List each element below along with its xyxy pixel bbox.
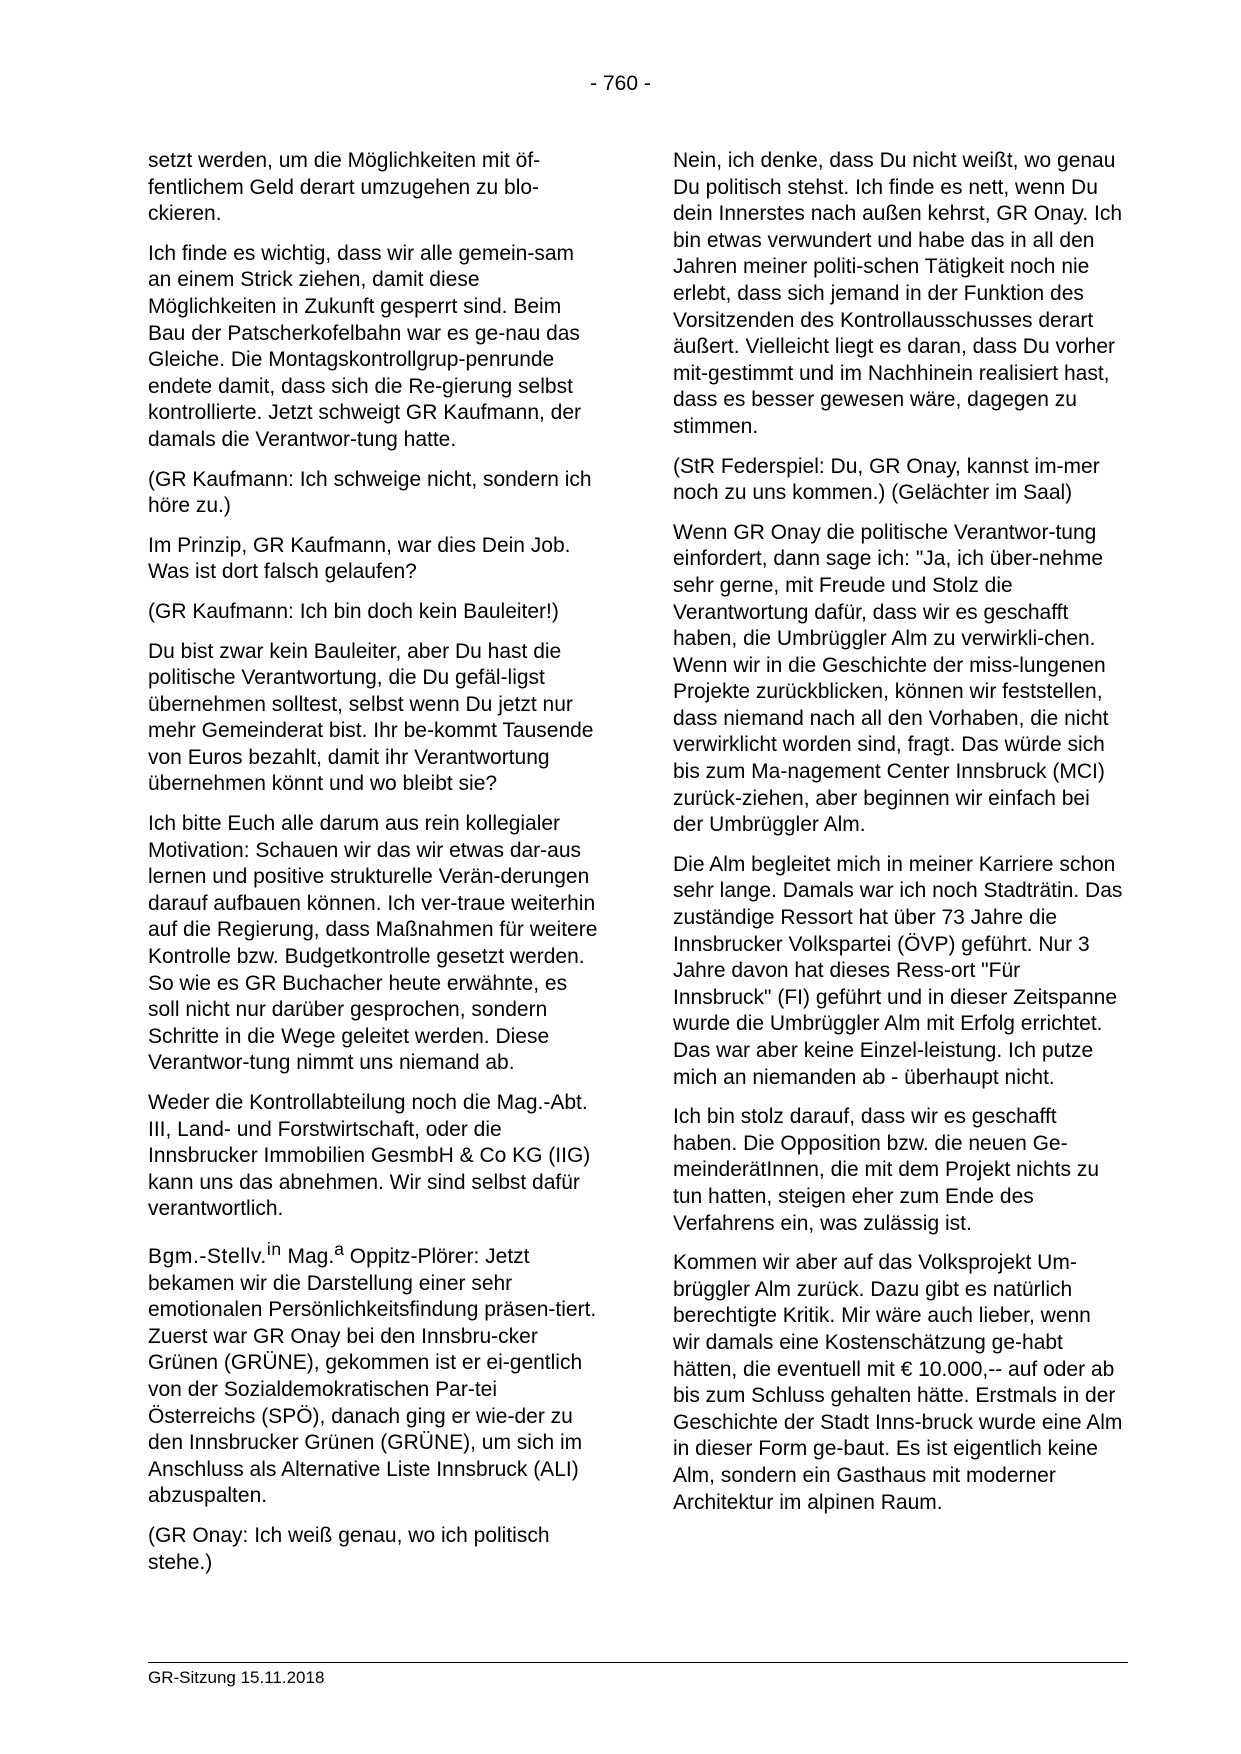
interjection: (GR Kaufmann: Ich bin doch kein Bauleiter!)	[148, 599, 559, 623]
speaker-name	[148, 1238, 282, 1268]
paragraph: Weder die Kontrollabteilung noch die Mag.-Abt. III, Land- und Forstwirtschaft, oder die Innsbrucker Immobilien GesmbH & Co KG (IIG) kann uns das abnehmen. Wir sind selbst dafür verantwortlich.	[148, 1091, 591, 1221]
left-column	[148, 148, 598, 1589]
speaker-title-suffix: in	[266, 1238, 282, 1259]
paragraph: setzt werden, um die Möglichkeiten mit öf-fentlichem Geld derart umzugehen zu blo-ckieren.	[148, 149, 541, 226]
interjection: (StR Federspiel: Du, GR Onay, kannst im-mer noch zu uns kommen.) (Gelächter im Saal)	[673, 454, 1100, 505]
speaker-degree: Mag.	[281, 1244, 335, 1268]
paragraph: Nein, ich denke, dass Du nicht weißt, wo genau Du politisch stehst. Ich finde es nett, wenn Du dein Innerstes nach außen kehrst, GR Onay. Ich bin etwas verwundert und habe das in all den Jahren meiner politi-schen Tätigkeit noch nie erlebt, dass sich jemand in der Funktion des Vorsitzenden des Kontrollausschusses derart äußert. Vielleicht liegt es daran, dass Du vorher mit-gestimmt und im Nachhinein realisiert hast, dass es besser gewesen wäre, dagegen zu stimmen.	[673, 149, 1123, 438]
paragraph: Ich bitte Euch alle darum aus rein kollegialer Motivation: Schauen wir das wir etwas dar-aus lernen und positive strukturelle Verän-derungen darauf aufbauen können. Ich ver-traue weiterhin auf die Regierung, dass Maßnahmen für weitere Kontrolle bzw. Budgetkontrolle gesetzt werden. So wie es GR Buchacher heute erwähnte, es soll nicht nur darüber gesprochen, sondern Schritte in die Wege geleitet werden. Diese Verantwor-tung nimmt uns niemand ab.	[148, 812, 598, 1075]
interjection: (GR Kaufmann: Ich schweige nicht, sondern ich höre zu.)	[148, 467, 592, 518]
paragraph: Ich bin stolz darauf, dass wir es geschafft haben. Die Opposition bzw. die neuen Ge-meinderätInnen, die mit dem Projekt nichts zu tun hatten, steigen eher zum Ende des Verfahrens ein, was zulässig ist.	[673, 1105, 1100, 1235]
paragraph: Wenn GR Onay die politische Verantwor-tung einfordert, dann sage ich: "Ja, ich über-nehme sehr gerne, mit Freude und Stolz die Verantwortung dafür, dass wir es geschafft haben, die Umbrüggler Alm zu verwirkli-chen. Wenn wir in die Geschichte der miss-lungenen Projekte zurückblicken, können wir feststellen, dass niemand nach all den Vorhaben, die nicht verwirklicht worden sind, fragt. Das würde sich bis zum Ma-nagement Center Innsbruck (MCI) zurück-ziehen, aber beginnen wir einfach bei der Umbrüggler Alm.	[673, 520, 1109, 837]
paragraph: Im Prinzip, GR Kaufmann, war dies Dein Job. Was ist dort falsch gelaufen?	[148, 533, 571, 584]
footer-divider	[148, 1662, 1128, 1663]
page-number: - 760 -	[590, 72, 651, 95]
interjection: (GR Onay: Ich weiß genau, wo ich politisch stehe.)	[148, 1523, 550, 1574]
paragraph: Du bist zwar kein Bauleiter, aber Du hast die politische Verantwortung, die Du gefäl-ligst übernehmen solltest, selbst wenn Du jetzt nur mehr Gemeinderat bist. Ihr be-kommt Tausende von Euros bezahlt, damit ihr Verantwortung übernehmen könnt und wo bleibt sie?	[148, 639, 594, 796]
speaker-title: Bgm.-Stellv.	[148, 1244, 267, 1268]
paragraph: Kommen wir aber auf das Volksprojekt Um-brüggler Alm zurück. Dazu gibt es natürlich berechtigte Kritik. Mir wäre auch lieber, wenn wir damals eine Kostenschätzung ge-habt hätten, die eventuell mit € 10.000,-- auf oder ab bis zum Schluss gehalten hätte. Erstmals in der Geschichte der Stadt Inns-bruck wurde eine Alm in dieser Form ge-baut. Es ist eigentlich keine Alm, sondern ein Gasthaus mit moderner Architektur im alpinen Raum.	[673, 1251, 1123, 1514]
paragraph: Ich finde es wichtig, dass wir alle gemein-sam an einem Strick ziehen, damit diese Möglichkeiten in Zukunft gesperrt sind. Beim Bau der Patscherkofelbahn war es ge-nau das Gleiche. Die Montagskontrollgrup-penrunde endete damit, dass sich die Re-gierung selbst kontrollierte. Jetzt schweigt GR Kaufmann, der damals die Verantwor-tung hatte.	[148, 241, 582, 451]
paragraph: Die Alm begleitet mich in meiner Karriere schon sehr lange. Damals war ich noch Stadträtin. Das zuständige Ressort hat über 73 Jahre die Innsbrucker Volkspartei (ÖVP) geführt. Nur 3 Jahre davon hat dieses Ress-ort "Für Innsbruck" (FI) geführt und in dieser Zeitspanne wurde die Umbrüggler Alm mit Erfolg errichtet. Das war aber keine Einzel-leistung. Ich putze mich an niemanden ab - überhaupt nicht.	[673, 852, 1123, 1089]
speaker-paragraph	[148, 1236, 598, 1510]
right-column	[673, 148, 1123, 1529]
speaker-degree-suffix: a	[334, 1238, 344, 1259]
speaker-text: Jetzt bekamen wir die Darstellung einer sehr emotionalen Persönlichkeitsfindung präsen-tiert. Zuerst war GR Onay bei den Innsbru-cker Grünen (GRÜNE), gekommen ist er ei-gentlich von der Sozialdemokratischen Par-tei Österreichs (SPÖ), danach ging er wie-der zu den Innsbrucker Grünen (GRÜNE), um sich im Anschluss als Alternative Liste Innsbruck (ALI) abzuspalten.	[148, 1244, 597, 1508]
speaker-surname: Oppitz-Plörer:	[343, 1244, 480, 1268]
footer-session-date: GR-Sitzung 15.11.2018	[148, 1668, 325, 1687]
